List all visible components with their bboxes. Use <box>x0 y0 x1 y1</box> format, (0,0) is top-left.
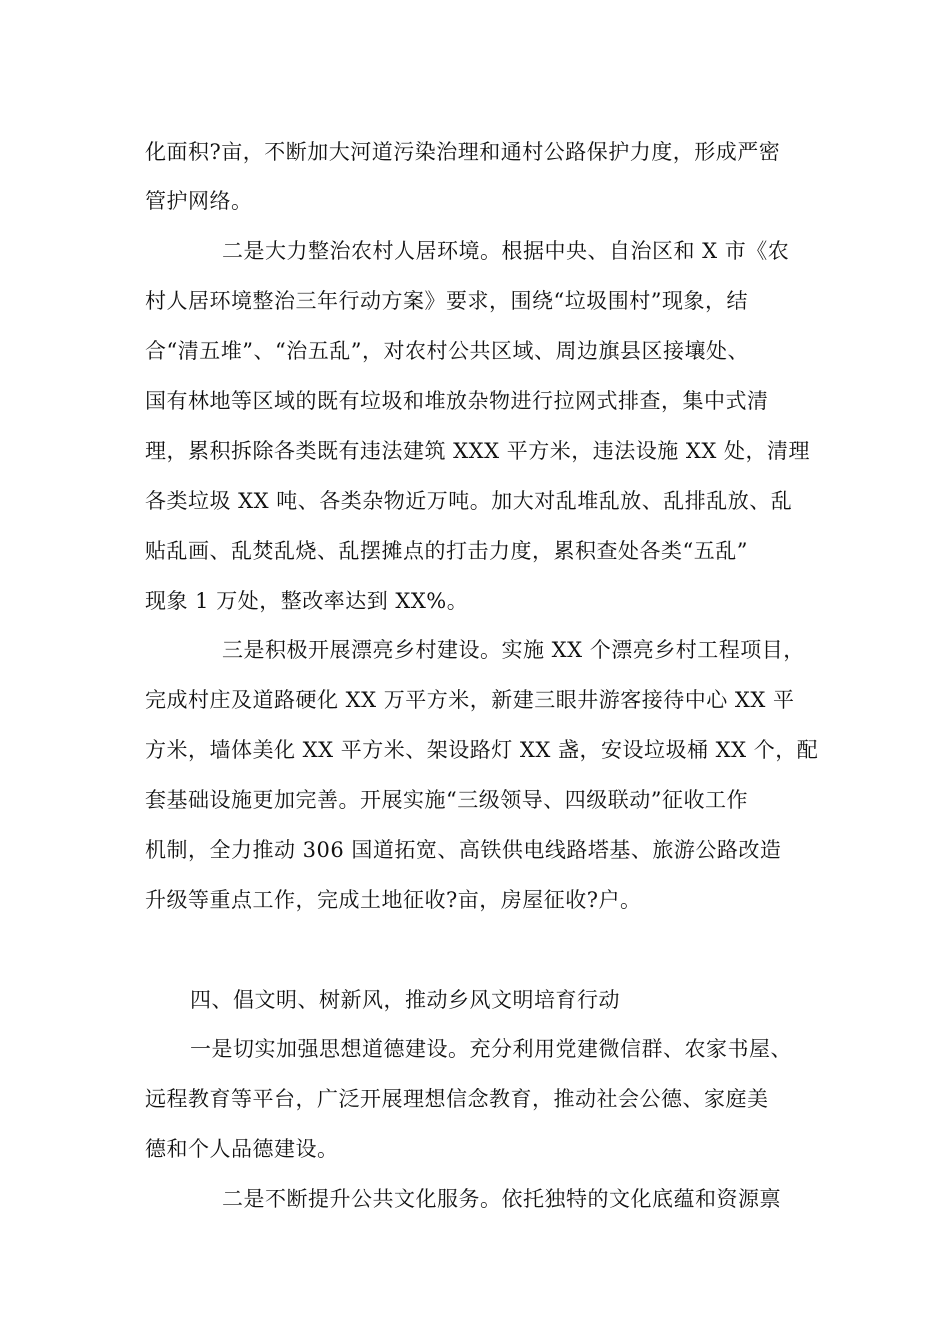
paragraph-4-line-3: 德和个人品德建设。 <box>145 1137 339 1161</box>
paragraph-3-line-4: 套基础设施更加完善。开展实施“三级领导、四级联动”征收工作 <box>145 788 748 812</box>
paragraph-4-line-1: 一是切实加强思想道德建设。充分利用党建微信群、农家书屋、 <box>190 1037 792 1061</box>
paragraph-4-line-2: 远程教育等平台，广泛开展理想信念教育，推动社会公德、家庭美 <box>145 1087 769 1111</box>
paragraph-2-line-4: 国有林地等区域的既有垃圾和堆放杂物进行拉网式排查，集中式清 <box>145 389 769 413</box>
body-line-1: 化面积?亩，不断加大河道污染治理和通村公路保护力度，形成严密 <box>145 140 781 164</box>
paragraph-3-line-3: 方米，墙体美化 XX 平方米、架设路灯 XX 盏，安设垃圾桶 XX 个，配 <box>145 738 819 762</box>
paragraph-2-line-7: 贴乱画、乱焚乱烧、乱摆摊点的打击力度，累积查处各类“五乱” <box>145 539 748 563</box>
body-line-2: 管护网络。 <box>145 189 253 213</box>
paragraph-3-line-5: 机制，全力推动 306 国道拓宽、高铁供电线路塔基、旅游公路改造 <box>145 838 782 862</box>
paragraph-2-line-6: 各类垃圾 XX 吨、各类杂物近万吨。加大对乱堆乱放、乱排乱放、乱 <box>145 489 793 513</box>
section-heading: 四、倡文明、树新风，推动乡风文明培育行动 <box>190 988 620 1012</box>
paragraph-3-line-1: 三是积极开展漂亮乡村建设。实施 XX 个漂亮乡村工程项目， <box>222 638 805 662</box>
paragraph-2-line-8: 现象 1 万处，整改率达到 XX%。 <box>145 589 469 613</box>
paragraph-2-line-1: 二是大力整治农村人居环境。根据中央、自治区和 X 市《农 <box>222 239 790 263</box>
paragraph-5-line-1: 二是不断提升公共文化服务。依托独特的文化底蕴和资源禀 <box>222 1187 781 1211</box>
paragraph-2-line-2: 村人居环境整治三年行动方案》要求，围绕“垃圾围村”现象，结 <box>145 289 748 313</box>
paragraph-2-line-5: 理，累积拆除各类既有违法建筑 XXX 平方米，违法设施 XX 处，清理 <box>145 439 810 463</box>
paragraph-2-line-3: 合“清五堆”、“治五乱”，对农村公共区域、周边旗县区接壤处、 <box>145 339 749 363</box>
paragraph-3-line-2: 完成村庄及道路硬化 XX 万平方米，新建三眼井游客接待中心 XX 平 <box>145 688 795 712</box>
paragraph-3-line-6: 升级等重点工作，完成土地征收?亩，房屋征收?户。 <box>145 888 642 912</box>
